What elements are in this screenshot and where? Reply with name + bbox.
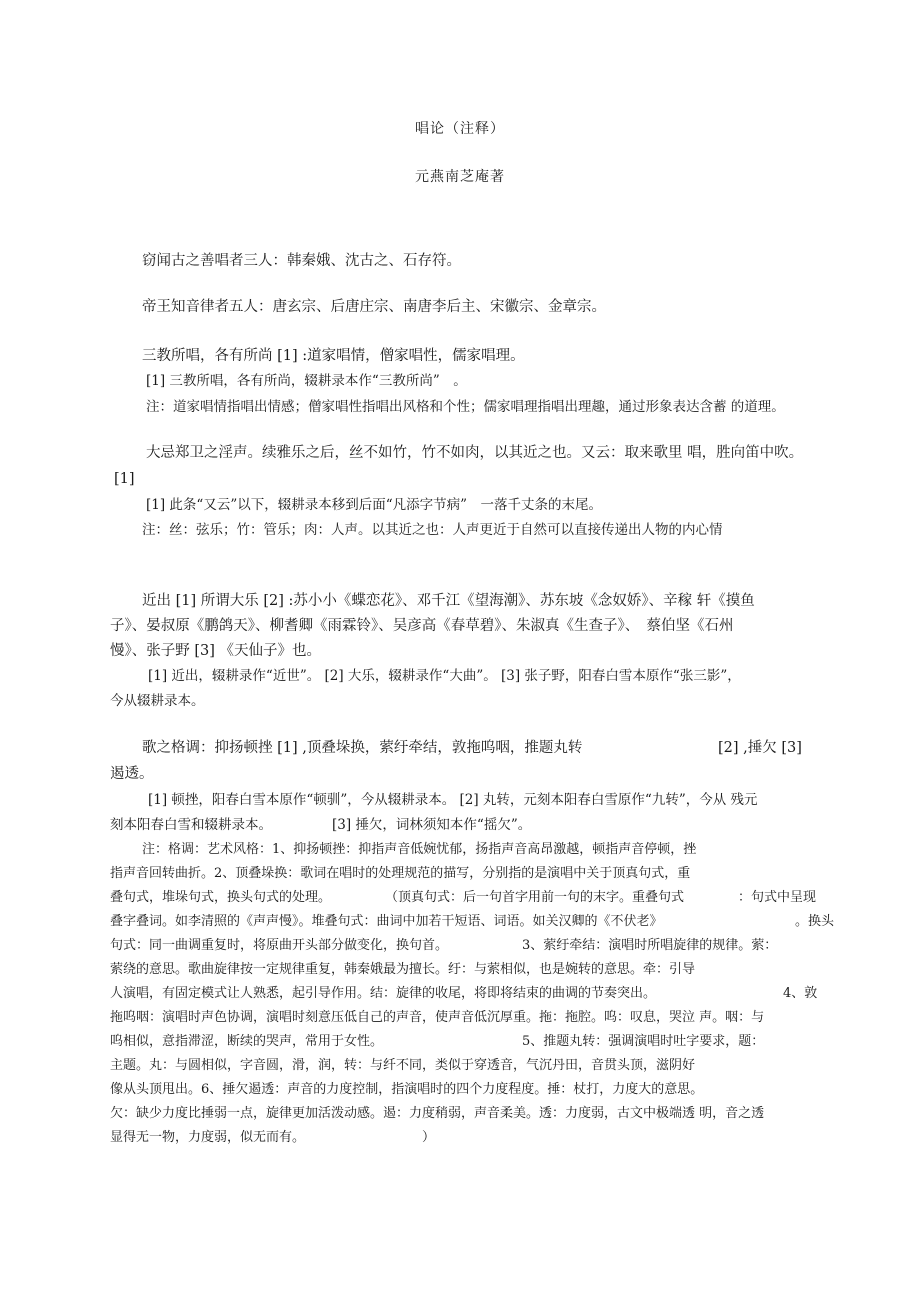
paragraph-line: 慢》、张子野 [3] 《天仙子》也。	[110, 643, 322, 659]
annotation-line: 呜相似，意指滞涩，断续的哭声，常用于女性。	[110, 1034, 384, 1049]
annotation-line: 3、萦纡牵结：演唱时所唱旋律的规律。萦：	[522, 938, 778, 953]
paragraph-line: 大忌郑卫之淫声。续雅乐之后，丝不如竹，竹不如肉，以其近之也。又云：取来歌里 唱，胜向笛中吹。	[146, 445, 804, 461]
annotation-line: （顶真句式：后一句首字用前一句的末字。重叠句式	[385, 890, 685, 905]
annotation-line: 注：道家唱情指唱出情感；僧家唱性指唱出风格和个性；儒家唱理指唱出理趣，通过形象表达含蓄 的道理。	[146, 399, 785, 415]
paragraph-line: 歌之格调：抑扬顿挫 [1] ,顶叠垛换，萦纡牵结，敦拖呜咽，推题丸转	[142, 740, 583, 756]
paragraph-line: 窃闻古之善唱者三人：韩秦娥、沈古之、石存符。	[142, 253, 461, 269]
annotation-line: 像从头顶甩出。6、捶欠遏透：声音的力度控制，指演唱时的四个力度程度。捶：杖打，力度大的意思。	[110, 1082, 704, 1097]
annotation-line: 指声音回转曲折。2、顶叠垛换：歌词在唱时的处理规范的描写，分别指的是演唱中关于顶真句式，重	[110, 866, 691, 881]
annotation-line: 人演唱，有固定模式让人熟悉，起引导作用。结：旋律的收尾，将即将结束的曲调的节奏突出。	[110, 986, 657, 1001]
paragraph-line: 子》、晏叔原《鹏鸽天》、柳耆卿《雨霖铃》、吴彦高《春草碧》、朱淑真《生查子》、 蔡伯坚《石州	[110, 618, 734, 634]
paragraph-line: 遏透。	[110, 766, 154, 782]
paragraph-line: [1]	[114, 471, 135, 487]
annotation-line: 叠字叠词。如李清照的《声声慢》。堆叠句式：曲词中加若干短语、词语。如关汉卿的《不伏老》	[110, 914, 663, 929]
annotation-line: 显得无一物，力度弱，似无而有。	[110, 1130, 306, 1145]
annotation-line: ）	[422, 1130, 436, 1145]
paragraph-line: [2] ,捶欠 [3]	[718, 740, 802, 756]
footnote-line: [1] 顿挫，阳春白雪本原作“顿驯”，今从辍耕录本。 [2] 丸转，元刻本阳春白雪原作“九转”，今从 残元	[148, 792, 758, 808]
footnote-line: [1] 三教所唱，各有所尚，辍耕录本作“三教所尚” 。	[146, 373, 467, 389]
paragraph-line: 近出 [1] 所谓大乐 [2] :苏小小《蝶恋花》、邓千江《望海潮》、苏东坡《念奴娇》、辛稼 轩《摸鱼	[142, 593, 755, 609]
annotation-line: 叠句式，堆垛句式，换头句式的处理。	[110, 890, 332, 905]
footnote-line: [1] 此条“又云”以下，辍耕录本移到后面“凡添字节病” 一落千丈条的末尾。	[146, 497, 603, 513]
annotation-line: 萦绕的意思。歌曲旋律按一定规律重复，韩秦娥最为擅长。纡：与萦相似，也是婉转的意思。牵：引导	[110, 962, 696, 977]
annotation-line: 拖呜咽：演唱时声色协调，演唱时刻意压低自己的声音，使声音低沉厚重。拖：拖腔。呜：叹息，哭泣 声。咽：与	[110, 1010, 765, 1025]
annotation-line: 欠：缺少力度比捶弱一点，旋律更加活泼动感。遏：力度稍弱，声音柔美。透：力度弱，古文中极端透 明，音之透	[110, 1106, 765, 1121]
annotation-line: 主题。丸：与圆相似，字音圆，滑，润，转：与纤不同，类似于穿透音，气沉丹田，音贯头顶，滋阴好	[110, 1058, 696, 1073]
annotation-line: 注：格调：艺术风格：1、抑扬顿挫：抑指声音低婉忧郁，扬指声音高昂激越，顿指声音停顿，挫	[142, 842, 697, 857]
document-author: 元燕南芝庵著	[415, 169, 505, 185]
annotation-line: 5、推题丸转：强调演唱时吐字要求，题：	[522, 1034, 765, 1049]
footnote-line: 刻本阳春白雪和辍耕录本。	[110, 817, 272, 833]
annotation-line: 4、敦	[783, 986, 818, 1001]
annotation-line: 句式：同一曲调重复时，将原曲开头部分做变化，换句首。	[110, 938, 449, 953]
footnote-line: [1] 近出，辍耕录作“近世”。 [2] 大乐，辍耕录作“大曲”。 [3] 张子野，阳春白雪本原作“张三影”，	[148, 668, 741, 684]
annotation-line: 注：丝：弦乐；竹：管乐；肉：人声。以其近之也：人声更近于自然可以直接传递出人物的内心情	[142, 522, 723, 538]
annotation-line: ：句式中呈现	[738, 890, 817, 905]
paragraph-line: 帝王知音律者五人：唐玄宗、后唐庄宗、南唐李后主、宋徽宗、金章宗。	[142, 299, 606, 315]
footnote-line: [3] 捶欠，词林须知本作“摇欠”。	[332, 817, 532, 833]
document-title: 唱论（注释）	[415, 121, 505, 137]
footnote-line: 今从辍耕录本。	[110, 693, 205, 709]
annotation-line: 。换头	[795, 914, 835, 929]
paragraph-line: 三教所唱，各有所尚 [1] :道家唱情，僧家唱性，儒家唱理。	[142, 348, 525, 364]
